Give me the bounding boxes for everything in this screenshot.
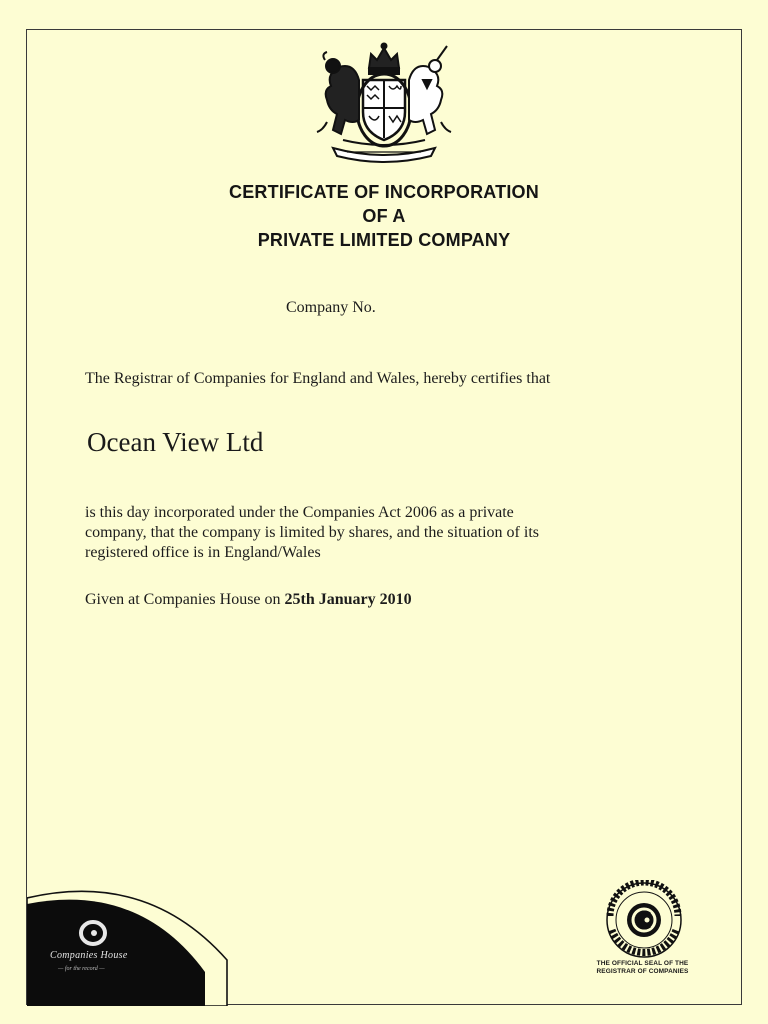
given-prefix: Given at Companies House on: [85, 591, 285, 608]
given-at-statement: [85, 591, 412, 609]
companies-house-symbol-icon: [78, 920, 108, 946]
incorporation-statement-line3: registered office is in England/Wales: [85, 544, 321, 561]
seal-caption-line1: THE OFFICIAL SEAL OF THE: [596, 960, 689, 967]
company-number-label: Company No.: [286, 299, 376, 316]
companies-house-logo-icon: [27, 880, 229, 1006]
companies-house-logo-text: Companies House: [50, 950, 128, 961]
incorporation-date: 25th January 2010: [284, 591, 412, 608]
certificate-title-line3: PRIVATE LIMITED COMPANY: [257, 230, 511, 250]
incorporation-statement-line2: company, that the company is limited by shares, and the situation of its: [85, 524, 539, 541]
incorporation-statement: [85, 503, 685, 563]
registrar-seal-icon: [592, 880, 696, 960]
royal-coat-of-arms-icon: [313, 40, 455, 165]
registrar-statement: The Registrar of Companies for England and Wales, hereby certifies that: [85, 370, 551, 387]
certificate-title-line2: OF A: [362, 206, 406, 226]
incorporation-statement-line1: is this day incorporated under the Companies Act 2006 as a private: [85, 504, 514, 521]
seal-caption: [580, 960, 705, 976]
seal-caption-line2: REGISTRAR OF COMPANIES: [596, 968, 689, 975]
certificate-title-line1: CERTIFICATE OF INCORPORATION: [229, 182, 539, 202]
company-name: Ocean View Ltd: [87, 427, 264, 457]
companies-house-tagline: — for the record —: [58, 966, 105, 972]
